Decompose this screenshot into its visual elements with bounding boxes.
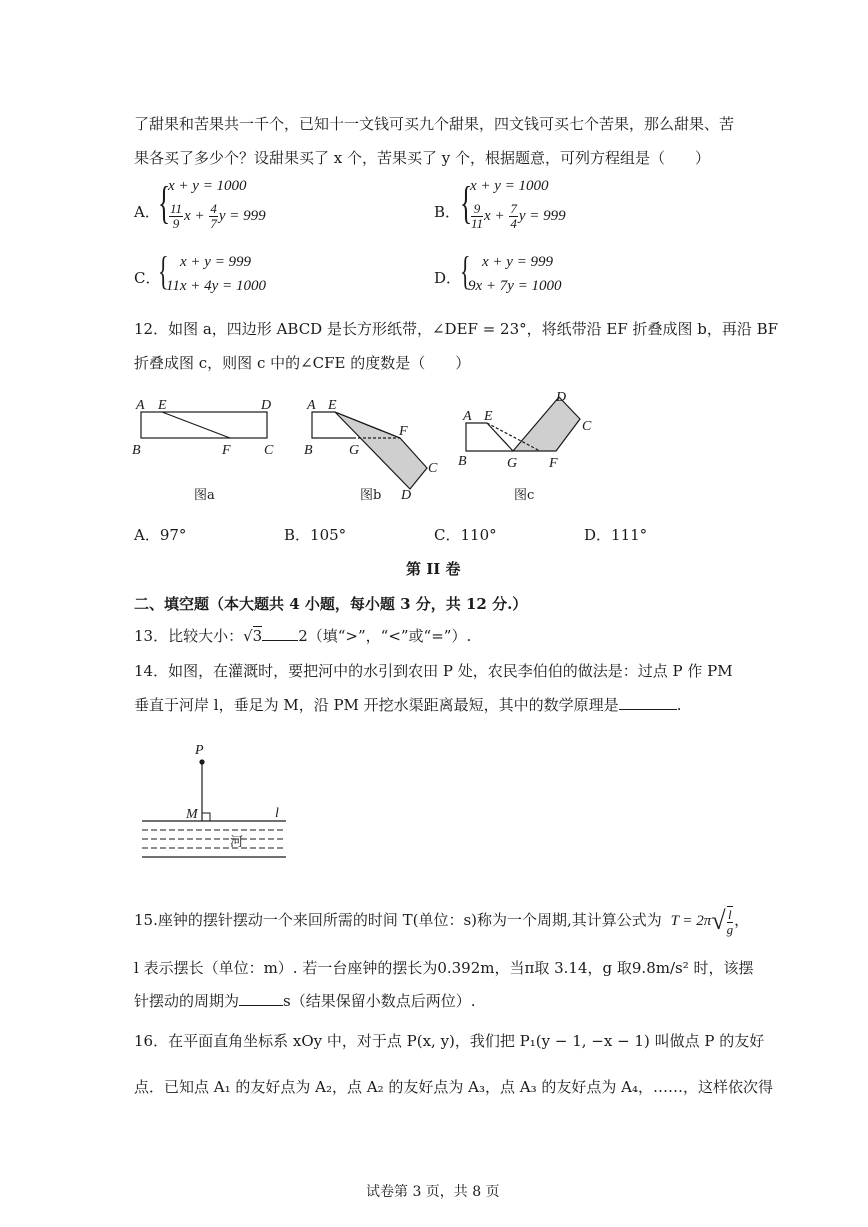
q14-end: . — [676, 696, 682, 714]
section-title: 第 II 卷 — [406, 560, 461, 578]
fig-a-label-d: D — [261, 398, 272, 413]
q12-option-c: C．110° — [434, 526, 497, 544]
page-footer: 试卷第 3 页，共 8 页 — [366, 1184, 500, 1200]
fraction: $\frac{9}{11}$ — [471, 201, 484, 231]
fig-b-label-g: G — [349, 443, 360, 458]
q11-option-a-eq2: $\frac{11}{9}$ x + $\frac{4}{7}$ y = 999 — [170, 201, 266, 231]
fig-b-label-c: C — [428, 461, 438, 476]
q15-line1-wrap — [134, 906, 749, 937]
q13-radicand: 3 — [252, 627, 263, 645]
q15-line3-b: s（结果保留小数点后两位）. — [283, 992, 476, 1010]
river-label: 河 — [230, 835, 244, 850]
q15-line1: 15.座钟的摆针摆动一个来回所需的时间 T(单位：s)称为一个周期,其计算公式为 — [134, 911, 662, 929]
fig-c-label-f: F — [549, 456, 558, 471]
q11-option-c-eq2: 11x + 4y = 1000 — [166, 278, 266, 294]
figure-c — [458, 390, 592, 503]
left-brace-icon: { — [460, 248, 471, 293]
q12-option-b: B．105° — [284, 526, 347, 544]
q15-line3-a: 针摆动的周期为 — [134, 992, 240, 1010]
q11-option-a-eq1: x + y = 1000 — [168, 178, 247, 194]
fig-c-caption: 图c — [514, 488, 535, 503]
fig-b-label-b: B — [304, 443, 313, 458]
q11-option-d-label: D． — [434, 269, 462, 287]
q15-answer-blank[interactable] — [239, 1005, 283, 1006]
q11-option-c — [134, 248, 434, 300]
q11-option-d — [434, 248, 734, 300]
fraction: $\frac{7}{4}$ — [510, 201, 517, 231]
left-brace-icon: { — [158, 248, 169, 293]
left-brace-icon: { — [158, 177, 171, 228]
q12-figures — [120, 385, 620, 510]
q11-option-b-eq2: $\frac{9}{11}$ x + $\frac{7}{4}$ y = 999 — [471, 201, 566, 231]
q11-intro-line2: 果各买了多少个？设甜果买了 x 个，苦果买了 y 个，根据题意，可列方程组是（ ） — [134, 149, 711, 167]
fig-b-label-d: D — [401, 488, 412, 503]
q11-option-b — [434, 178, 734, 238]
fig-b-label-a: A — [307, 398, 316, 413]
fig-c-label-b: B — [458, 454, 467, 469]
q12-option-d: D．111° — [584, 526, 648, 544]
river-figure — [130, 735, 300, 865]
q14-answer-blank[interactable] — [619, 709, 677, 710]
fig-c-label-e: E — [484, 409, 493, 424]
sqrt-icon: √ — [243, 627, 253, 645]
fig-a-label-a: A — [136, 398, 145, 413]
q14-line2: 垂直于河岸 l，垂足为 M，沿 PM 开挖水渠距离最短，其中的数学原理是 — [134, 696, 619, 714]
fraction: $\frac{4}{7}$ — [210, 201, 217, 231]
left-brace-icon: { — [460, 177, 473, 228]
fraction: $\frac{l}{g}$ — [726, 907, 734, 938]
fig-b-label-e: E — [328, 398, 337, 413]
river-label-l: l — [275, 806, 279, 821]
q11-option-b-eq1: x + y = 1000 — [470, 178, 549, 194]
q11-option-c-eq1: x + y = 999 — [180, 254, 252, 270]
fig-a-caption: 图a — [194, 488, 215, 503]
fig-c-label-g: G — [507, 456, 518, 471]
q12-option-a: A．97° — [134, 526, 187, 544]
q15-formula: T = 2π√ $\frac{l}{g}$ ， — [670, 906, 750, 938]
fig-a-label-b: B — [132, 443, 141, 458]
fig-b-label-f: F — [399, 424, 408, 439]
q11-option-c-label: C． — [134, 269, 161, 287]
q15-line3 — [134, 990, 475, 1011]
q11-option-a — [134, 178, 434, 238]
fig-b-caption: 图b — [360, 488, 382, 503]
fig-a-label-f: F — [222, 443, 231, 458]
river-label-m: M — [186, 807, 198, 822]
q16-line2: 点．已知点 A₁ 的友好点为 A₂，点 A₂ 的友好点为 A₃，点 A₃ 的友好点为 A₄，……，这样依次得 — [134, 1078, 773, 1096]
q13-prefix: 13．比较大小： — [134, 627, 244, 645]
fig-c-label-a: A — [463, 409, 472, 424]
q13-value: 2 — [298, 627, 308, 645]
figure-a — [132, 398, 274, 503]
fig-c-label-c: C — [582, 419, 592, 434]
q11-option-a-label: A． — [134, 203, 160, 221]
q14-line1: 14．如图，在灌溉时，要把河中的水引到农田 P 处，农民李伯伯的做法是：过点 P 作 PM — [134, 662, 733, 680]
q11-option-d-eq2: 9x + 7y = 1000 — [468, 278, 562, 294]
q15-line2: l 表示摆长（单位：m）. 若一台座钟的摆长为0.392m，当π取 3.14，g 取9.8m/s² 时，该摆 — [134, 959, 754, 977]
q12-line1: 12．如图 a，四边形 ABCD 是长方形纸带，∠DEF = 23°，将纸带沿 EF 折叠成图 b，再沿 BF — [134, 320, 779, 338]
fig-c-label-d: D — [556, 390, 567, 405]
part2-heading: 二、填空题（本大题共 4 小题，每小题 3 分，共 12 分.） — [134, 595, 528, 613]
q16-line1: 16．在平面直角坐标系 xOy 中，对于点 P(x, y)，我们把 P₁(y − 1, −x − 1) 叫做点 P 的友好 — [134, 1032, 765, 1050]
q11-option-b-label: B． — [434, 203, 461, 221]
q11-option-d-eq1: x + y = 999 — [482, 254, 554, 270]
river-label-p: P — [195, 743, 204, 758]
fig-a-label-e: E — [158, 398, 167, 413]
fraction: $\frac{11}{9}$ — [170, 201, 183, 231]
q13-suffix: （填“>”，“<”或“=”）. — [307, 627, 472, 645]
q11-intro-line1: 了甜果和苦果共一千个，已知十一文钱可买九个甜果，四文钱可买七个苦果，那么甜果、苦 — [134, 115, 735, 133]
figure-b — [304, 398, 438, 503]
q13 — [134, 625, 471, 646]
q14-line2-wrap — [134, 694, 681, 715]
fig-a-label-c: C — [264, 443, 274, 458]
q12-line2: 折叠成图 c，则图 c 中的∠CFE 的度数是（ ） — [134, 354, 471, 372]
q13-answer-blank[interactable] — [262, 640, 298, 641]
sqrt-icon: √ — [711, 906, 726, 935]
